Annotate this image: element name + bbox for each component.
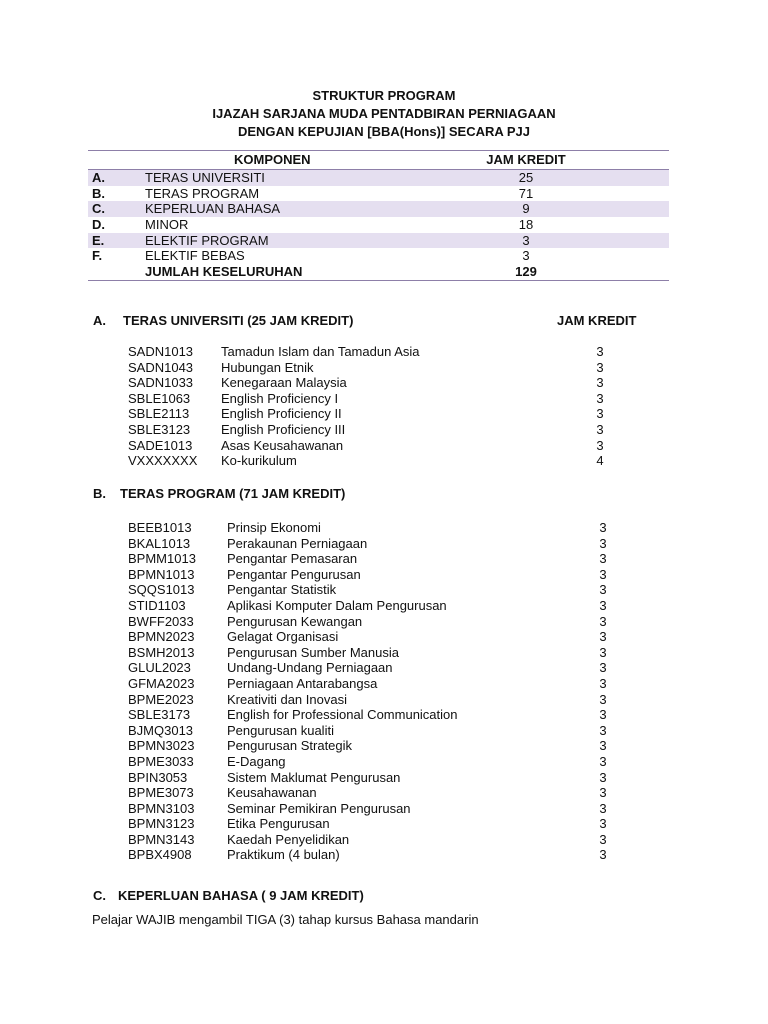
list-item [0,660,768,676]
course-code: BPMN1013 [128,566,195,582]
course-credit: 3 [596,359,604,375]
course-credit: 3 [596,390,604,406]
title-line-1: STRUKTUR PROGRAM [312,88,456,103]
course-credit: 3 [599,551,607,567]
summary-row-name: KEPERLUAN BAHASA [145,201,281,217]
course-credit: 3 [596,406,604,422]
section-a-credit-header: JAM KREDIT [557,313,637,328]
summary-row-credit: 18 [518,217,534,233]
course-code: SADE1013 [128,437,193,453]
course-credit: 3 [599,566,607,582]
summary-row [88,201,669,217]
course-credit: 3 [599,707,607,723]
section-c-heading [93,888,364,904]
course-name: English for Professional Communication [227,707,458,723]
summary-row-letter: B. [92,185,105,201]
course-credit: 3 [599,722,607,738]
summary-total-value: 129 [515,264,537,280]
course-name: Pengantar Pemasaran [227,551,358,567]
course-code: BPMN2023 [128,629,195,645]
course-name: Prinsip Ekonomi [227,520,321,535]
section-b-title: TERAS PROGRAM (71 JAM KREDIT) [120,486,346,501]
course-name: Pengantar Pengurusan [227,566,361,582]
section-c-letter: C. [93,888,106,903]
course-name: Sistem Maklumat Pengurusan [227,769,401,785]
summary-row-credit: 25 [518,170,534,185]
summary-header-credit: JAM KREDIT [486,152,566,167]
course-name: English Proficiency I [221,390,339,406]
course-name: Kaedah Penyelidikan [227,831,350,847]
list-item [0,391,768,407]
list-item [0,847,768,863]
section-c-title: KEPERLUAN BAHASA ( 9 JAM KREDIT) [118,888,364,903]
course-credit: 3 [599,520,607,535]
course-credit: 3 [599,613,607,629]
course-credit: 3 [596,375,604,391]
course-name: Pengurusan Kewangan [227,613,363,629]
list-item [0,598,768,614]
list-item [0,816,768,832]
summary-row-letter: D. [92,217,105,233]
course-credit: 3 [599,769,607,785]
list-item [0,692,768,708]
list-item [0,438,768,454]
course-credit: 3 [599,675,607,691]
course-name: Hubungan Etnik [221,359,314,375]
list-item [0,832,768,848]
section-a-title: TERAS UNIVERSITI (25 JAM KREDIT) [123,313,354,328]
summary-row-name: ELEKTIF PROGRAM [145,232,269,248]
section-a-heading [93,313,353,329]
course-code: BPMN3023 [128,738,195,754]
summary-row-letter: C. [92,201,105,217]
course-credit: 3 [599,831,607,847]
course-credit: 3 [599,738,607,754]
course-code: BEEB1013 [128,520,192,535]
list-item [0,375,768,391]
course-code: GFMA2023 [128,675,195,691]
course-name: English Proficiency II [221,406,342,422]
section-c-note: Pelajar WAJIB mengambil TIGA (3) tahap kursus Bahasa mandarin [92,912,479,927]
course-credit: 3 [599,691,607,707]
course-code: BWFF2033 [128,613,194,629]
summary-row-credit: 3 [522,232,530,248]
summary-header-row [88,151,669,170]
course-code: BPBX4908 [128,847,192,863]
course-code: BPME3033 [128,753,194,769]
course-name: Pengurusan Strategik [227,738,353,754]
list-item [0,645,768,661]
course-credit: 3 [599,629,607,645]
summary-total-row [88,264,669,280]
list-item [0,614,768,630]
course-code: SBLE3123 [128,421,191,437]
course-code: SBLE2113 [128,406,190,422]
course-name: Seminar Pemikiran Pengurusan [227,800,411,816]
course-code: SBLE3173 [128,707,191,723]
course-code: BPMN3143 [128,831,195,847]
course-code: BSMH2013 [128,644,195,660]
summary-row-letter: A. [92,170,105,185]
course-code: BKAL1013 [128,535,191,551]
course-credit: 3 [596,344,604,359]
course-name: Ko-kurikulum [221,453,297,469]
course-credit: 3 [599,816,607,832]
course-code: GLUL2023 [128,660,191,676]
course-name: Praktikum (4 bulan) [227,847,340,863]
course-name: E-Dagang [227,753,286,769]
course-name: Aplikasi Komputer Dalam Pengurusan [227,597,447,613]
course-credit: 3 [599,753,607,769]
summary-row-name: MINOR [145,217,189,233]
document-title [0,88,768,142]
list-item [0,801,768,817]
course-code: SADN1013 [128,344,194,359]
course-code: BPMN3123 [128,816,195,832]
course-credit: 3 [596,437,604,453]
section-b-heading [93,486,345,502]
course-code: BPMN3103 [128,800,195,816]
course-credit: 3 [599,597,607,613]
list-item [0,754,768,770]
list-item [0,536,768,552]
course-name: Perakaunan Perniagaan [227,535,368,551]
course-name: Pengantar Statistik [227,582,337,598]
list-item [0,676,768,692]
list-item [0,707,768,723]
course-name: Gelagat Organisasi [227,629,339,645]
summary-row [88,217,669,233]
course-code: BPIN3053 [128,769,188,785]
course-code: BJMQ3013 [128,722,194,738]
course-credit: 3 [599,847,607,863]
summary-row [88,233,669,249]
list-item [0,785,768,801]
list-item [0,723,768,739]
course-name: English Proficiency III [221,421,346,437]
summary-total-label: JUMLAH KESELURUHAN [145,264,303,280]
summary-row-name: ELEKTIF BEBAS [145,248,245,264]
list-item [0,629,768,645]
course-name: Kreativiti dan Inovasi [227,691,347,707]
summary-row-credit: 71 [518,185,534,201]
course-code: STID1103 [128,597,186,613]
summary-row [88,170,669,186]
course-credit: 3 [599,800,607,816]
title-line-3: DENGAN KEPUJIAN [BBA(Hons)] SECARA PJJ [237,124,531,139]
list-item [0,406,768,422]
course-name: Perniagaan Antarabangsa [227,675,378,691]
course-credit: 3 [599,644,607,660]
list-item [0,520,768,536]
course-credit: 3 [599,535,607,551]
summary-row-letter: E. [92,232,105,248]
course-name: Kenegaraan Malaysia [221,375,347,391]
course-name: Keusahawanan [227,785,317,801]
course-credit: 3 [599,660,607,676]
list-item [0,422,768,438]
course-code: BPME2023 [128,691,194,707]
list-item [0,551,768,567]
summary-row-credit: 3 [522,248,530,264]
course-code: BPME3073 [128,785,194,801]
summary-row-name: TERAS UNIVERSITI [145,170,265,185]
list-item [0,344,768,360]
title-line-2: IJAZAH SARJANA MUDA PENTADBIRAN PERNIAGAAN [212,106,556,121]
section-a-course-list [0,344,768,469]
course-name: Pengurusan kualiti [227,722,334,738]
course-code: SQQS1013 [128,582,195,598]
section-a-letter: A. [93,313,106,328]
summary-row-name: TERAS PROGRAM [145,185,260,201]
list-item [0,582,768,598]
course-name: Undang-Undang Perniagaan [227,660,393,676]
summary-row-letter: F. [92,248,103,264]
list-item [0,770,768,786]
course-name: Pengurusan Sumber Manusia [227,644,399,660]
course-credit: 3 [596,421,604,437]
section-b-course-list [0,520,768,863]
course-name: Asas Keusahawanan [221,437,344,453]
course-code: BPMM1013 [128,551,196,567]
summary-header-component: KOMPONEN [234,152,311,167]
course-credit: 3 [599,785,607,801]
list-item [0,567,768,583]
list-item [0,360,768,376]
list-item [0,738,768,754]
list-item [0,453,768,469]
course-credit: 4 [596,453,604,469]
section-b-letter: B. [93,486,106,501]
course-code: SADN1033 [128,375,194,391]
course-code: VXXXXXXX [128,453,198,469]
summary-table [88,150,669,281]
summary-row [88,186,669,202]
course-code: SBLE1063 [128,390,191,406]
course-name: Tamadun Islam dan Tamadun Asia [221,344,420,359]
summary-row [88,248,669,264]
course-code: SADN1043 [128,359,194,375]
course-credit: 3 [599,582,607,598]
summary-row-credit: 9 [522,201,530,217]
course-name: Etika Pengurusan [227,816,330,832]
